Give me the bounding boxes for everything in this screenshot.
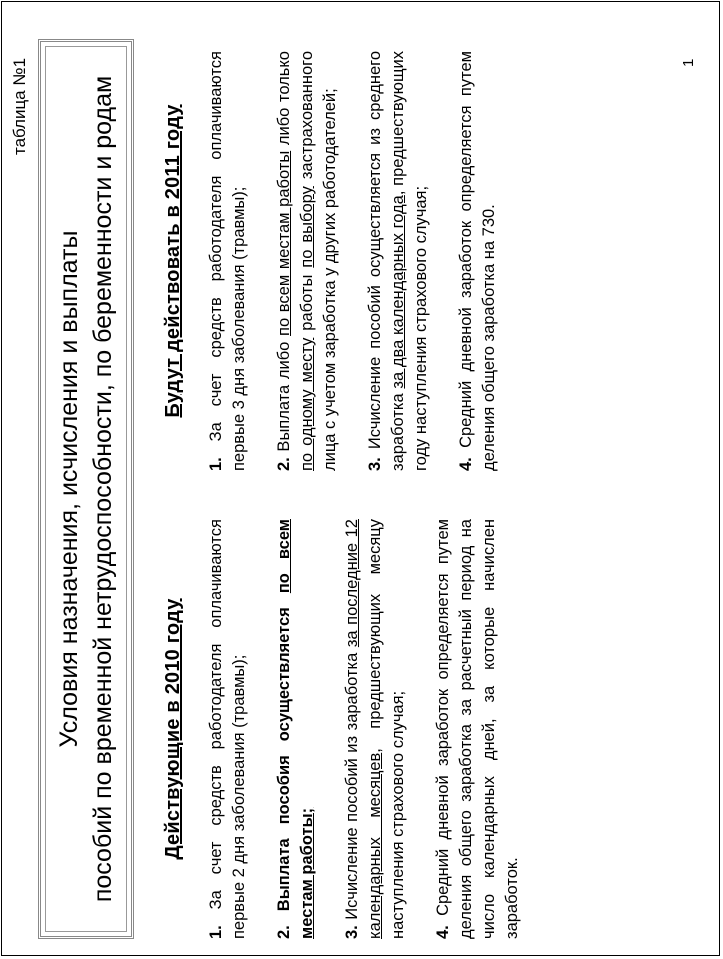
page-title <box>52 76 120 902</box>
item-text: , предшествующих месяцу наступления страхового случая; <box>366 519 407 939</box>
left-item-2 <box>273 519 319 939</box>
title-box <box>38 39 134 939</box>
item-text: Исчисление пособий осуществляется из среднего заработка <box>366 51 407 471</box>
item-text: Исчисление пособий из заработка <box>343 647 361 920</box>
item-number: 2. <box>275 457 293 471</box>
item-text: работы <box>298 267 316 338</box>
item-text: За счет средств работодателя оплачиваются первые 2 дня заболевания (травмы); <box>207 519 248 939</box>
title-line-1: Условия назначения, исчисления и выплаты <box>55 230 83 748</box>
right-column <box>162 51 523 471</box>
item-text-underlined: за последние 12 календарных месяцев <box>343 519 384 939</box>
right-item-2 <box>273 51 342 471</box>
item-text: Средний дневной заработок определяется путем деления общего заработка на 730. <box>457 51 498 471</box>
page-number: 1 <box>680 58 697 67</box>
item-text-underlined: за два календарных года <box>389 195 407 389</box>
item-text: За счет средств работодателя оплачиваются первые 3 дня заболевания (травмы); <box>207 51 248 471</box>
left-item-4 <box>432 519 524 939</box>
item-number: 4. <box>457 457 475 471</box>
left-column-heading: Действующие в 2010 году <box>162 598 184 860</box>
item-number: 3. <box>366 457 384 471</box>
item-text: Выплата пособия осуществляется <box>275 593 293 912</box>
item-text: , предшествующих году наступления страхового случая; <box>389 50 430 471</box>
left-item-1 <box>205 519 251 939</box>
item-text-underlined: по одному месту <box>298 337 316 471</box>
item-number: 2. <box>275 925 293 939</box>
item-number: 1. <box>207 457 225 471</box>
right-item-4 <box>455 51 501 471</box>
item-text: либо только <box>275 51 293 151</box>
item-text-underlined: по всем местам работы <box>275 150 293 336</box>
item-text-underlined: по всем местам работы; <box>275 519 316 939</box>
item-text: Средний дневной заработок определяется путем деления общего заработка за расчетный период на число календарных дней, за которые начислен заработок. <box>434 519 521 939</box>
left-item-3 <box>341 519 410 939</box>
left-column <box>162 519 546 939</box>
item-number: 1. <box>207 925 225 939</box>
table-label: таблица №1 <box>10 57 29 155</box>
title-line-2: пособий по временной нетрудоспособности, по беременности и родам <box>89 75 117 903</box>
item-text: Выплата либо <box>275 335 293 452</box>
right-item-1 <box>205 51 251 471</box>
item-text: застрахованного лица с учетом заработка у других работодателей; <box>298 51 339 471</box>
right-item-3 <box>364 51 433 471</box>
item-number: 3. <box>343 925 361 939</box>
item-text-underlined: по выбору <box>298 186 316 268</box>
right-column-heading: Будут действовать в 2011 году <box>162 104 184 418</box>
item-number: 4. <box>434 925 452 939</box>
